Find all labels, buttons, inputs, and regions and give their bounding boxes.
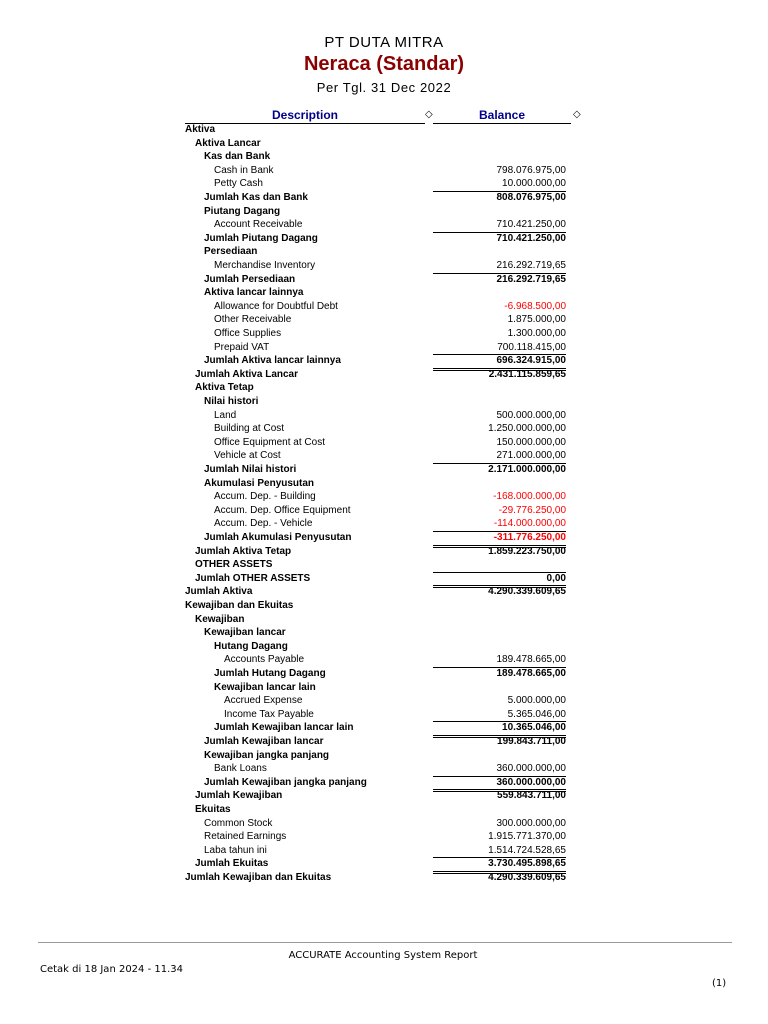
- account-row: [0, 409, 768, 423]
- row-balance: 696.324.915,00: [433, 354, 566, 371]
- account-row: [0, 871, 768, 885]
- account-row: [0, 585, 768, 599]
- row-label: Jumlah Kewajiban: [195, 790, 283, 802]
- account-row: [0, 789, 768, 803]
- row-label: Office Equipment at Cost: [214, 436, 325, 448]
- row-label: Jumlah Aktiva: [185, 586, 253, 598]
- account-row: [0, 653, 768, 667]
- row-label: Office Supplies: [214, 328, 282, 339]
- row-balance: 710.421.250,00: [496, 219, 566, 231]
- column-header-description[interactable]: Description: [185, 108, 425, 124]
- account-row: [0, 735, 768, 749]
- row-label: Persediaan: [204, 246, 258, 258]
- row-label: OTHER ASSETS: [195, 559, 273, 571]
- subtotal-row: [0, 667, 768, 681]
- account-row: [0, 218, 768, 232]
- row-balance: 3.730.495.898,65: [433, 857, 566, 874]
- row-balance: -29.776.250,00: [498, 504, 566, 516]
- row-balance: 700.118.415,00: [497, 341, 566, 353]
- account-row: [0, 177, 768, 191]
- account-row: [0, 341, 768, 355]
- row-balance: 1.859.223.750,00: [488, 545, 566, 557]
- row-balance: 1.250.000.000,00: [488, 423, 566, 435]
- section-header-row: [0, 150, 768, 164]
- row-label: Kas dan Bank: [204, 151, 271, 163]
- row-label: Kewajiban dan Ekuitas: [185, 600, 294, 611]
- row-balance: 216.292.719,65: [496, 260, 566, 271]
- row-balance: 559.843.711,00: [497, 790, 566, 802]
- account-row: [0, 422, 768, 436]
- footer-report-name: ACCURATE Accounting System Report: [288, 950, 478, 961]
- row-balance: 189.478.665,00: [433, 667, 566, 681]
- row-label: Jumlah Aktiva lancar lainnya: [204, 355, 341, 367]
- section-header-row: [0, 395, 768, 409]
- row-label: Aktiva: [185, 124, 216, 135]
- sort-diamond-icon[interactable]: ◇: [425, 109, 433, 120]
- row-label: Ekuitas: [195, 804, 231, 815]
- row-balance: -114.000.000,00: [493, 518, 566, 530]
- row-balance: -311.776.250,00: [433, 531, 566, 548]
- section-header-row: [0, 640, 768, 654]
- subtotal-row: [0, 776, 768, 790]
- account-row: [0, 368, 768, 382]
- row-label: Cash in Bank: [214, 164, 274, 176]
- account-row: [0, 830, 768, 844]
- row-balance: 2.171.000.000,00: [433, 463, 566, 477]
- row-label: Vehicle at Cost: [214, 450, 281, 462]
- row-label: Jumlah Kewajiban lancar: [204, 736, 324, 747]
- section-header-row: [0, 123, 768, 137]
- report-title: Neraca (Standar): [303, 53, 465, 75]
- account-row: [0, 762, 768, 776]
- section-header-row: [0, 245, 768, 259]
- row-label: Petty Cash: [214, 178, 263, 190]
- account-row: [0, 517, 768, 531]
- row-label: Jumlah Piutang Dagang: [204, 232, 318, 244]
- row-balance: 5.365.046,00: [507, 708, 566, 720]
- row-balance: 360.000.000,00: [496, 763, 566, 775]
- row-label: Jumlah Kewajiban jangka panjang: [204, 776, 367, 788]
- row-label: Accum. Dep. - Building: [214, 491, 316, 503]
- row-balance: 10.365.046,00: [433, 721, 566, 738]
- row-label: Laba tahun ini: [204, 844, 267, 856]
- row-label: Building at Cost: [214, 423, 285, 435]
- subtotal-row: [0, 857, 768, 871]
- row-balance: 4.290.339.609,65: [488, 586, 566, 598]
- row-balance: 1.875.000,00: [507, 314, 566, 326]
- row-label: Kewajiban lancar lain: [214, 681, 316, 693]
- row-balance: 1.915.771.370,00: [488, 831, 566, 843]
- row-label: Merchandise Inventory: [214, 260, 316, 271]
- footer-page-number: (1): [712, 978, 727, 989]
- account-row: [0, 259, 768, 273]
- account-row: [0, 449, 768, 463]
- subtotal-row: [0, 531, 768, 545]
- row-label: Jumlah Persediaan: [204, 273, 296, 285]
- row-label: Accum. Dep. Office Equipment: [214, 504, 351, 516]
- row-label: Jumlah Kas dan Bank: [204, 192, 308, 203]
- row-label: Hutang Dagang: [214, 640, 288, 652]
- account-row: [0, 490, 768, 504]
- row-balance: 798.076.975,00: [496, 164, 566, 176]
- row-balance: 1.300.000,00: [507, 328, 566, 339]
- subtotal-row: [0, 463, 768, 477]
- row-label: Kewajiban lancar: [204, 627, 286, 639]
- row-balance: 500.000.000,00: [496, 409, 566, 421]
- account-row: [0, 545, 768, 559]
- account-row: [0, 164, 768, 178]
- row-label: Kewajiban: [195, 613, 245, 625]
- row-label: Allowance for Doubtful Debt: [214, 300, 338, 312]
- row-balance: 0,00: [433, 572, 566, 589]
- row-label: Land: [214, 409, 237, 421]
- row-balance: 1.514.724.528,65: [488, 844, 566, 856]
- subtotal-row: [0, 191, 768, 205]
- column-header-balance[interactable]: Balance: [433, 108, 571, 124]
- row-balance: 4.290.339.609,65: [488, 872, 566, 883]
- row-label: Other Receivable: [214, 314, 292, 326]
- row-label: Aktiva lancar lainnya: [204, 287, 304, 299]
- account-row: [0, 694, 768, 708]
- row-label: Nilai histori: [204, 396, 259, 407]
- row-balance: 300.000.000,00: [496, 817, 566, 829]
- section-header-row: [0, 205, 768, 219]
- subtotal-row: [0, 232, 768, 246]
- row-label: Jumlah Kewajiban dan Ekuitas: [185, 872, 332, 883]
- row-label: Jumlah OTHER ASSETS: [195, 572, 311, 584]
- account-row: [0, 844, 768, 858]
- row-label: Bank Loans: [214, 763, 267, 775]
- row-label: Jumlah Ekuitas: [195, 858, 269, 870]
- row-balance: 2.431.115.859,65: [488, 368, 566, 380]
- row-balance: 360.000.000,00: [433, 776, 566, 793]
- account-row: [0, 300, 768, 314]
- row-label: Jumlah Nilai histori: [204, 464, 297, 475]
- row-label: Aktiva Tetap: [195, 382, 254, 394]
- section-header-row: [0, 381, 768, 395]
- row-balance: 150.000.000,00: [496, 436, 566, 448]
- subtotal-row: [0, 354, 768, 368]
- row-label: Account Receivable: [214, 219, 303, 231]
- account-row: [0, 708, 768, 722]
- row-label: Common Stock: [204, 817, 273, 829]
- row-balance: 808.076.975,00: [433, 191, 566, 205]
- section-header-row: [0, 681, 768, 695]
- company-name: PT DUTA MITRA: [324, 34, 444, 51]
- row-label: Accum. Dep. - Vehicle: [214, 518, 313, 530]
- section-header-row: [0, 599, 768, 613]
- row-balance: 199.843.711,00: [497, 736, 566, 747]
- section-header-row: [0, 803, 768, 817]
- section-header-row: [0, 137, 768, 151]
- section-header-row: [0, 286, 768, 300]
- row-label: Akumulasi Penyusutan: [204, 477, 315, 489]
- subtotal-row: [0, 572, 768, 586]
- row-balance: 710.421.250,00: [433, 232, 566, 246]
- section-header-row: [0, 613, 768, 627]
- section-header-row: [0, 477, 768, 491]
- report-date: Per Tgl. 31 Dec 2022: [316, 80, 452, 95]
- row-balance: -6.968.500,00: [504, 300, 566, 312]
- row-label: Jumlah Aktiva Lancar: [195, 368, 299, 380]
- account-row: [0, 327, 768, 341]
- row-balance: 189.478.665,00: [496, 654, 566, 666]
- row-balance: 271.000.000,00: [496, 450, 566, 462]
- row-balance: 5.000.000,00: [507, 695, 566, 707]
- row-label: Piutang Dagang: [204, 205, 281, 217]
- account-row: [0, 313, 768, 327]
- sort-diamond-icon[interactable]: ◇: [573, 109, 581, 120]
- row-balance: -168.000.000,00: [493, 491, 566, 503]
- section-header-row: [0, 749, 768, 763]
- section-header-row: [0, 626, 768, 640]
- row-label: Jumlah Akumulasi Penyusutan: [204, 532, 352, 543]
- subtotal-row: [0, 273, 768, 287]
- account-row: [0, 817, 768, 831]
- section-header-row: [0, 558, 768, 572]
- row-label: Jumlah Kewajiban lancar lain: [214, 722, 354, 734]
- row-label: Jumlah Aktiva Tetap: [195, 545, 292, 557]
- row-label: Accrued Expense: [224, 695, 303, 707]
- row-label: Kewajiban jangka panjang: [204, 749, 330, 761]
- account-row: [0, 436, 768, 450]
- row-label: Retained Earnings: [204, 831, 287, 843]
- footer-divider: [38, 942, 732, 943]
- footer-print-date: Cetak di 18 Jan 2024 - 11.34: [40, 964, 183, 975]
- row-label: Aktiva Lancar: [195, 137, 261, 149]
- row-label: Prepaid VAT: [214, 341, 270, 353]
- row-label: Accounts Payable: [224, 654, 305, 666]
- row-balance: 216.292.719,65: [433, 273, 566, 287]
- account-row: [0, 504, 768, 518]
- subtotal-row: [0, 721, 768, 735]
- row-balance: 10.000.000,00: [502, 178, 566, 190]
- row-label: Jumlah Hutang Dagang: [214, 668, 326, 679]
- row-label: Income Tax Payable: [224, 708, 314, 720]
